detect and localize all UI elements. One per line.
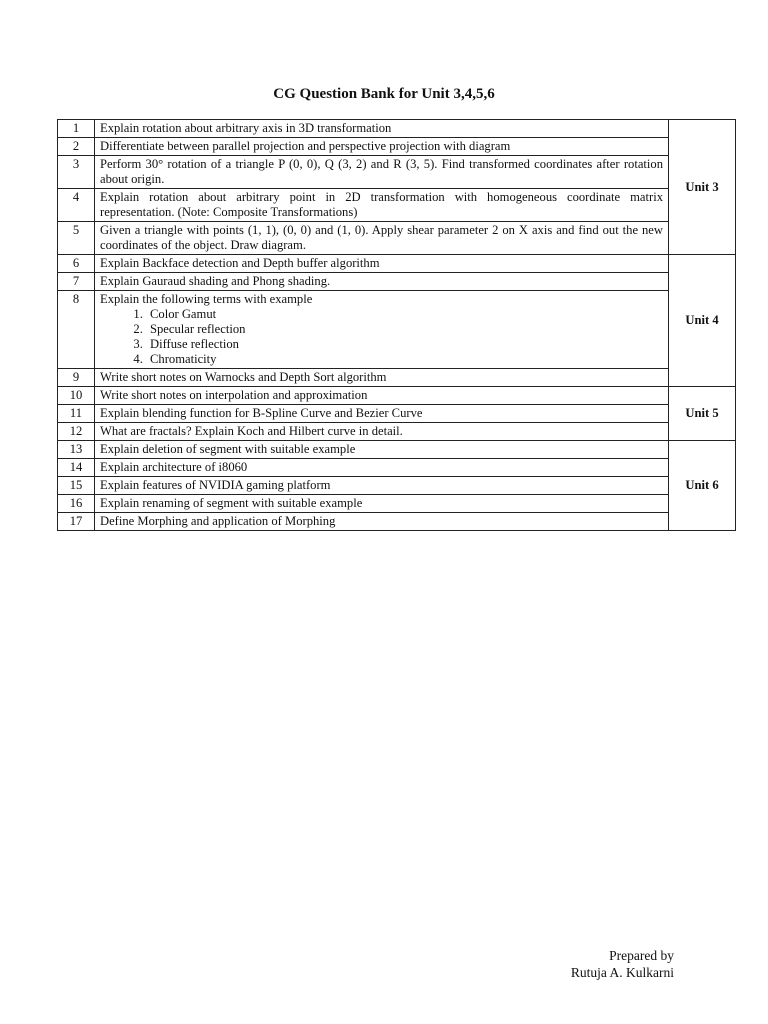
question-number: 16 [58, 495, 95, 513]
table-row [58, 387, 736, 405]
list-item: 2. Specular reflection [146, 322, 663, 337]
prepared-by-block [571, 947, 674, 981]
unit-label: Unit 4 [669, 255, 736, 387]
question-number: 6 [58, 255, 95, 273]
author-name: Rutuja A. Kulkarni [570, 965, 674, 980]
list-item: 3. Diffuse reflection [146, 337, 663, 352]
table-row [58, 513, 736, 531]
table-row [58, 255, 736, 273]
question-number: 12 [58, 423, 95, 441]
question-text: Explain Backface detection and Depth buffer algorithm [95, 255, 669, 273]
question-text: Explain features of NVIDIA gaming platform [95, 477, 669, 495]
question-text: Explain renaming of segment with suitable example [95, 495, 669, 513]
question-number: 14 [58, 459, 95, 477]
table-row [58, 477, 736, 495]
table-row [58, 459, 736, 477]
list-item: 1. Color Gamut [146, 307, 663, 322]
page-title: CG Question Bank for Unit 3,4,5,6 [273, 86, 495, 102]
question-number: 15 [58, 477, 95, 495]
question-text: Perform 30° rotation of a triangle P (0, 0), Q (3, 2) and R (3, 5). Find transformed coordinates after rotation about origin. [95, 156, 669, 189]
table-row [58, 423, 736, 441]
table-row [58, 138, 736, 156]
question-text: Write short notes on interpolation and approximation [95, 387, 669, 405]
table-row [58, 189, 736, 222]
question-number: 11 [58, 405, 95, 423]
question-number: 5 [58, 222, 95, 255]
table-row [58, 291, 736, 369]
question-number: 13 [58, 441, 95, 459]
question-text: Given a triangle with points (1, 1), (0, 0) and (1, 0). Apply shear parameter 2 on X axis and find out the new coordinates of the object. Draw diagram. [95, 222, 669, 255]
question-number: 17 [58, 513, 95, 531]
question-text: Explain the following terms with example [100, 292, 313, 306]
list-item: 4. Chromaticity [146, 352, 663, 367]
question-number: 8 [58, 291, 95, 369]
question-text: Explain rotation about arbitrary point in 2D transformation with homogeneous coordinate matrix representation. (Note: Composite Transformations) [95, 189, 669, 222]
unit-label: Unit 3 [669, 120, 736, 255]
question-text: What are fractals? Explain Koch and Hilbert curve in detail. [95, 423, 669, 441]
question-text: Explain blending function for B-Spline Curve and Bezier Curve [95, 405, 669, 423]
question-text: Differentiate between parallel projection and perspective projection with diagram [95, 138, 669, 156]
question-number: 2 [58, 138, 95, 156]
table-row [58, 495, 736, 513]
term-list [100, 307, 663, 367]
question-number: 1 [58, 120, 95, 138]
question-text: Explain rotation about arbitrary axis in 3D transformation [95, 120, 669, 138]
question-number: 3 [58, 156, 95, 189]
table-row [58, 222, 736, 255]
question-text: Explain architecture of i8060 [95, 459, 669, 477]
table-row [58, 120, 736, 138]
table-row [58, 369, 736, 387]
question-cell [95, 291, 669, 369]
question-number: 10 [58, 387, 95, 405]
question-table [57, 119, 736, 531]
table-row [58, 273, 736, 291]
question-text: Define Morphing and application of Morphing [95, 513, 669, 531]
table-row [58, 441, 736, 459]
prepared-by-label: Prepared by [609, 948, 674, 963]
table-row [58, 405, 736, 423]
question-number: 4 [58, 189, 95, 222]
question-number: 7 [58, 273, 95, 291]
question-text: Explain deletion of segment with suitable example [95, 441, 669, 459]
question-text: Write short notes on Warnocks and Depth Sort algorithm [95, 369, 669, 387]
table-row [58, 156, 736, 189]
unit-label: Unit 5 [669, 387, 736, 441]
question-text: Explain Gauraud shading and Phong shading. [95, 273, 669, 291]
question-number: 9 [58, 369, 95, 387]
unit-label: Unit 6 [669, 441, 736, 531]
